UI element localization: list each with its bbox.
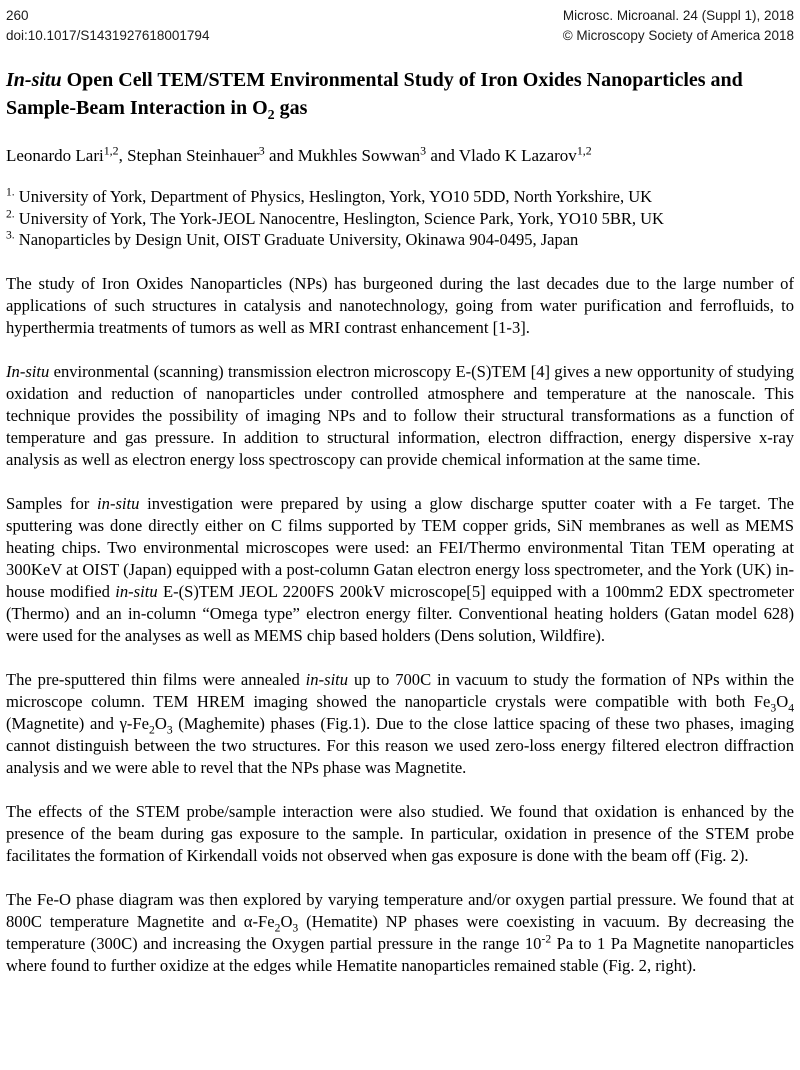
text-run: O	[280, 911, 293, 931]
text-run: -2	[541, 931, 552, 945]
text-run: 1,2	[576, 143, 592, 158]
affiliation-item	[6, 229, 794, 251]
text-run: Leonardo Lari	[6, 146, 104, 165]
text-run: E-(S)TEM JEOL 2200FS 200kV microscope[5] equipped with a 100mm2 EDX spectrometer (Thermo) and an in-column “Omega type” electron energy filter. Conventional heating holders (Gatan model 628) were used for the analyses as well as MEMS chip based holders (Dens solution, Wildfire).	[6, 581, 794, 645]
text-run: in-situ	[97, 493, 140, 513]
text-run: (Hematite) NP phases were coexisting in vacuum. By decreasing the temperature (300C) and increasing the Oxygen partial pressure in the range 10	[6, 911, 794, 953]
text-run: 2	[149, 722, 155, 736]
text-run: The pre-sputtered thin films were annealed	[6, 669, 306, 689]
text-run: The effects of the STEM probe/sample interaction were also studied. We found that oxidation is enhanced by the presence of the beam during gas exposure to the sample. In particular, oxidation in presence of the STEM probe facilitates the formation of Kirkendall voids not observed when gas exposure is done with the beam off (Fig. 2).	[6, 801, 794, 865]
affiliation-marker: 3.	[6, 229, 15, 242]
text-run: Pa to 1 Pa Magnetite nanoparticles where found to further oxidize at the edges while Hematite nanoparticles remained stable (Fig. 2, right).	[6, 933, 794, 975]
text-run: O	[776, 691, 789, 711]
affiliation-list	[6, 186, 794, 251]
text-run: 4	[788, 700, 794, 714]
affiliation-marker: 2.	[6, 208, 15, 220]
affiliation-text: University of York, Department of Physics, Heslington, York, YO10 5DD, North Yorkshire, UK	[14, 187, 653, 206]
text-run: 2	[267, 108, 275, 123]
text-run: up to 700C in vacuum to study the formation of NPs within the microscope column. TEM HREM imaging showed the nanoparticle crystals were compatible with both Fe	[6, 669, 794, 711]
body-paragraph-2	[6, 361, 794, 471]
affiliation-text: Nanoparticles by Design Unit, OIST Graduate University, Okinawa 904-0495, Japan	[14, 230, 579, 249]
page-header	[6, 6, 794, 46]
text-run: 3	[258, 143, 265, 158]
body-paragraph-5	[6, 801, 794, 867]
paper-title	[6, 66, 794, 122]
text-run: 2	[274, 920, 281, 934]
text-run: environmental (scanning) transmission electron microscopy E-(S)TEM [4] gives a new opportunity of studying oxidation and reduction of nanoparticles under controlled atmosphere and temperature at the nanoscale. This technique provides the possibility of imaging NPs and to follow their structural transformations as a function of temperature and gas pressure. In addition to structural information, electron diffraction, energy dispersive x-ray analysis as well as electron energy loss spectroscopy can provide chemical information at the same time.	[6, 361, 794, 469]
text-run: in-situ	[305, 669, 349, 689]
journal-line: Microsc. Microanal. 24 (Suppl 1), 2018	[562, 8, 794, 23]
header-right	[563, 6, 794, 46]
page-number: 260	[6, 8, 29, 23]
text-run: 3	[292, 920, 299, 934]
header-left	[6, 6, 209, 46]
text-run: In-situ	[6, 361, 50, 381]
affiliation-text: University of York, The York-JEOL Nanocentre, Heslington, Science Park, York, YO10 5BR, UK	[14, 208, 664, 228]
affiliation-item	[6, 208, 794, 230]
text-run: 3	[166, 722, 173, 736]
text-run: 3	[420, 143, 427, 158]
copyright-line: © Microscopy Society of America 2018	[562, 28, 794, 43]
body-paragraph-4	[6, 669, 794, 779]
text-run: , Stephan Steinhauer	[118, 146, 259, 165]
paper-body	[6, 273, 794, 977]
text-run: Open Cell TEM/STEM Environmental Study of Iron Oxides Nanoparticles and Sample-Beam Interaction in O	[6, 69, 743, 119]
text-run: investigation were prepared by using a glow discharge sputter coater with a Fe target. The sputtering was done directly either on C films supported by TEM copper grids, SiN membranes as well as MEMS heating chips. Two environmental microscopes were used: an FEI/Thermo environmental Titan TEM operating at 300KeV at OIST (Japan) equipped with a post-column Gatan electron energy loss spectrometer, and the York (UK) in-house modified	[6, 493, 794, 601]
text-run: 1,2	[103, 143, 119, 158]
text-run: and Vlado K Lazarov	[426, 146, 577, 165]
text-run: The study of Iron Oxides Nanoparticles (NPs) has burgeoned during the last decades due to the large number of applications of such structures in catalysis and nanotechnology, going from water purification and ferrofluids, to hyperthermia treatments of tumors as well as MRI contrast enhancement [1-3].	[6, 273, 794, 337]
authors-line	[6, 144, 794, 168]
doi: doi:10.1017/S1431927618001794	[6, 28, 210, 43]
body-paragraph-3	[6, 493, 794, 647]
body-paragraph-6	[6, 889, 794, 977]
body-paragraph-1	[6, 273, 794, 339]
text-run: Samples for	[6, 493, 98, 513]
affiliation-item	[6, 186, 794, 208]
text-run: 3	[770, 700, 777, 714]
affiliation-marker: 1.	[6, 186, 15, 199]
text-run: gas	[274, 97, 308, 119]
text-run: and Mukhles Sowwan	[264, 146, 421, 165]
text-run: (Maghemite) phases (Fig.1). Due to the close lattice spacing of these two phases, imaging cannot distinguish between the two structures. For this reason we used zero-loss energy filtered electron diffraction analysis and we were able to revel that the NPs phase was Magnetite.	[6, 713, 794, 777]
text-run: In-situ	[6, 69, 62, 91]
text-run: in-situ	[115, 581, 158, 601]
text-run: The Fe-O phase diagram was then explored by varying temperature and/or oxygen partial pressure. We found that at 800C temperature Magnetite and α-Fe	[6, 889, 794, 931]
text-run: O	[154, 713, 167, 733]
text-run: (Magnetite) and γ-Fe	[6, 713, 150, 733]
